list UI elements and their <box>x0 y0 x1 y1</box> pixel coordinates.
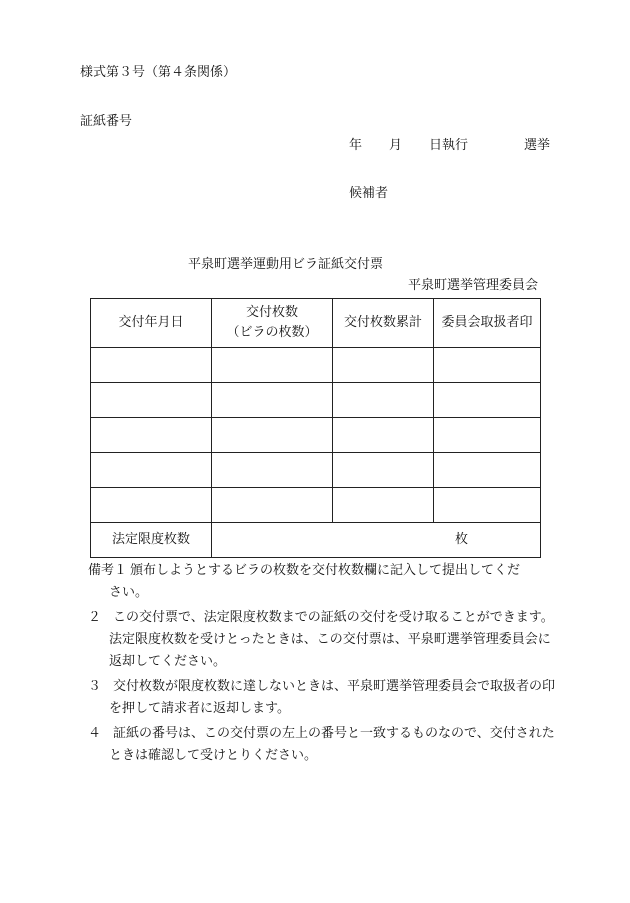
notes-heading: 備考１ <box>88 563 128 578</box>
legal-limit-unit: 枚 <box>455 532 469 547</box>
note-number-3: ３ <box>88 679 102 694</box>
table-cell[interactable] <box>434 348 541 383</box>
column-header-cumulative: 交付枚数累計 <box>333 299 434 348</box>
table-cell[interactable] <box>434 418 541 453</box>
table-row <box>91 418 541 453</box>
table-row <box>91 488 541 523</box>
form-number: 様式第３号（第４条関係） <box>80 65 237 80</box>
election-year-label: 年 <box>349 138 363 153</box>
table-cell[interactable] <box>434 453 541 488</box>
legal-limit-label: 法定限度枚数 <box>91 523 212 558</box>
notes-section <box>88 560 558 770</box>
legal-limit-value[interactable] <box>212 523 541 558</box>
table-cell[interactable] <box>333 383 434 418</box>
certificate-number-label: 証紙番号 <box>80 114 133 129</box>
table-cell[interactable] <box>333 418 434 453</box>
note-item-4 <box>88 723 558 767</box>
table-cell[interactable] <box>91 418 212 453</box>
issuance-table <box>90 298 541 558</box>
issuer-name: 平泉町選挙管理委員会 <box>408 278 539 293</box>
table-cell[interactable] <box>91 453 212 488</box>
table-cell[interactable] <box>91 488 212 523</box>
table-cell[interactable] <box>212 418 333 453</box>
note-number-4: ４ <box>88 726 102 741</box>
table-cell[interactable] <box>333 488 434 523</box>
note-text-3: 交付枚数が限度枚数に達しないときは、平泉町選挙管理委員会で取扱者の印を押して請求者に返却します。 <box>109 679 556 716</box>
column-header-count <box>212 299 333 348</box>
note-number-2: ２ <box>88 610 102 625</box>
document-title: 平泉町選挙運動用ビラ証紙交付票 <box>188 257 384 272</box>
note-text-2: この交付票で、法定限度枚数までの証紙の交付を受け取ることができます。法定限度枚数を受けとったときは、この交付票は、平泉町選挙管理委員会に返却してください。 <box>109 610 554 669</box>
table-cell[interactable] <box>434 383 541 418</box>
note-item-2 <box>88 607 558 673</box>
column-header-date: 交付年月日 <box>91 299 212 348</box>
table-cell[interactable] <box>212 488 333 523</box>
note-text-1-line1: 頒布しようとするビラの枚数を交付枚数欄に記入して提出してくだ <box>130 563 521 578</box>
election-day-label: 日執行 <box>429 138 469 153</box>
legal-limit-row <box>91 523 541 558</box>
table-row <box>91 453 541 488</box>
note-item-3 <box>88 676 558 720</box>
column-header-count-sublabel: （ビラの枚数） <box>226 325 318 340</box>
table-cell[interactable] <box>333 348 434 383</box>
note-item-1 <box>88 560 558 604</box>
table-row <box>91 383 541 418</box>
table-cell[interactable] <box>91 383 212 418</box>
table-cell[interactable] <box>434 488 541 523</box>
table-row <box>91 348 541 383</box>
note-text-1-rest: さい。 <box>109 585 149 600</box>
table-cell[interactable] <box>212 348 333 383</box>
election-type-label: 選挙 <box>524 138 551 153</box>
table-cell[interactable] <box>212 383 333 418</box>
column-header-count-label: 交付枚数 <box>245 305 298 320</box>
table-cell[interactable] <box>333 453 434 488</box>
note-text-4: 証紙の番号は、この交付票の左上の番号と一致するものなので、交付されたときは確認して受けとりください。 <box>109 726 555 763</box>
column-header-seal: 委員会取扱者印 <box>434 299 541 348</box>
election-month-label: 月 <box>389 138 403 153</box>
table-header-row <box>91 299 541 348</box>
election-line <box>349 138 551 154</box>
table-cell[interactable] <box>212 453 333 488</box>
candidate-label: 候補者 <box>349 186 389 201</box>
table-cell[interactable] <box>91 348 212 383</box>
